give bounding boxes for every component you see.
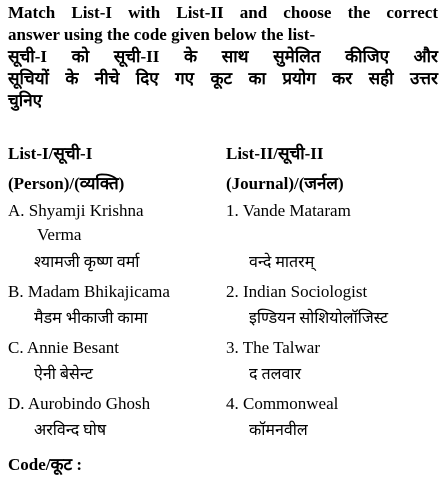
question-line: सूची-I को सूची-II के साथ सुमेलित कीजिए और — [8, 47, 438, 66]
question-line: Match List-I with List-II and choose the correct — [8, 3, 438, 22]
list1-item-a: A. Shyamji Krishna — [8, 201, 144, 220]
list1-item-c: C. Annie Besant — [8, 338, 119, 357]
list2-subheader: (Journal)/(जर्नल) — [226, 174, 344, 193]
code-label: Code/कूट : — [8, 455, 83, 474]
question-line: answer using the code given below the list- — [8, 25, 316, 44]
list2-item-3-hindi: द तलवार — [249, 366, 302, 383]
list2-header: List-II/सूची-II — [226, 144, 324, 163]
list1-item-c-hindi: ऐनी बेसेन्ट — [34, 366, 93, 383]
list1-header: List-I/सूची-I — [8, 144, 93, 163]
list2-item-2-hindi: इण्डियन सोशियोलॉजिस्ट — [249, 310, 389, 327]
question-line: चुनिए — [8, 91, 43, 110]
list2-item-4: 4. Commonweal — [226, 394, 339, 413]
list1-item-a-hindi: श्यामजी कृष्ण वर्मा — [34, 254, 140, 271]
question-text — [8, 2, 438, 112]
list1-item-d-hindi: अरविन्द घोष — [34, 422, 107, 439]
list1-item-d: D. Aurobindo Ghosh — [8, 394, 151, 413]
list2-item-1-hindi: वन्दे मातरम् — [249, 254, 315, 271]
question-line: सूचियों के नीचे दिए गए कूट का प्रयोग कर सही उत्तर — [8, 69, 438, 88]
list2-item-2: 2. Indian Sociologist — [226, 282, 368, 301]
list1-item-b: B. Madam Bhikajicama — [8, 282, 170, 301]
list2-item-3: 3. The Talwar — [226, 338, 321, 357]
list2-item-4-hindi: कॉमनवील — [249, 422, 308, 439]
list1-item-a-cont: Verma — [37, 225, 82, 244]
list1-subheader: (Person)/(व्यक्ति) — [8, 174, 125, 193]
list2-item-1: 1. Vande Mataram — [226, 201, 351, 220]
list1-item-b-hindi: मैडम भीकाजी कामा — [34, 310, 148, 327]
